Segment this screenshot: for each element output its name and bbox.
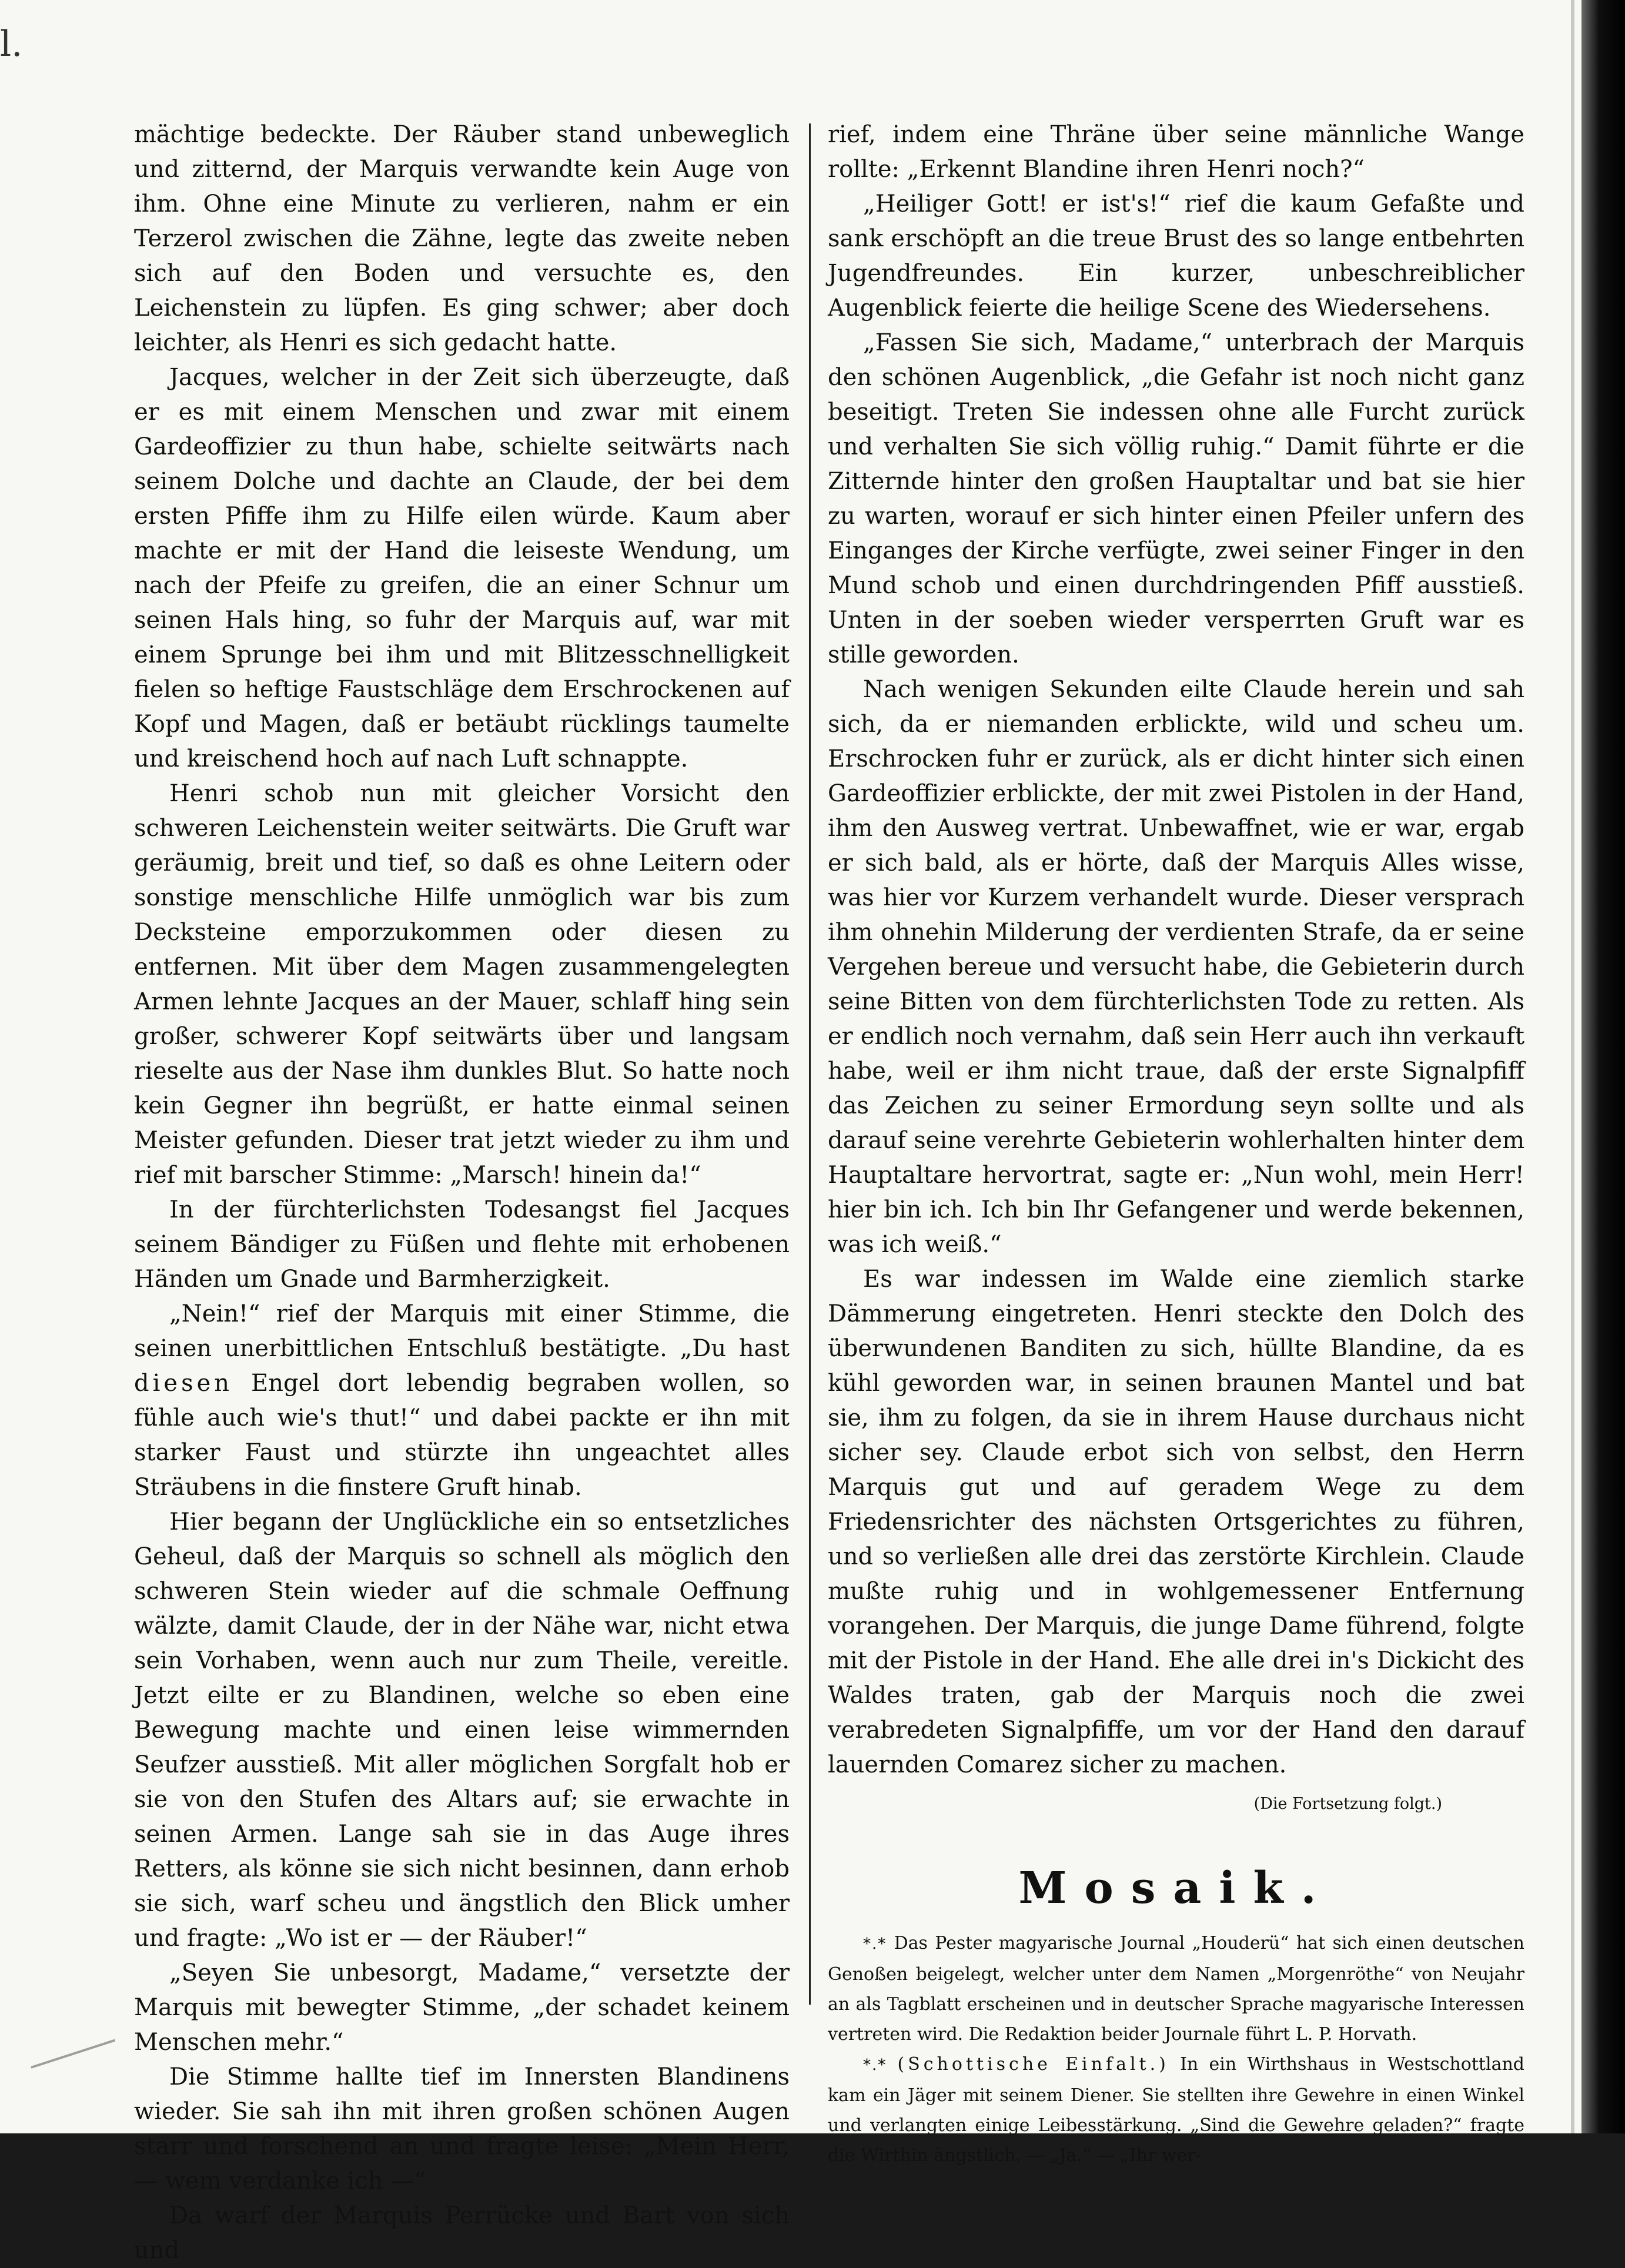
paragraph: In der fürchterlichsten Todesangst fiel Jacques seinem Bändiger zu Füßen und flehte mit erhobenen Händen um Gnade und Barmherzigkeit. (134, 1196, 790, 1293)
mosaik-item-text: Das Pester magyarische Journal „Houderü“ hat sich einen deutschen Genoßen beigelegt, welcher unter dem Namen „Morgenröthe“ von Neujahr an als Tagblatt erscheinen und in deutscher Sprache magyarische Interessen vertreten wird. Die Redaktion beider Journale führt L. P. Horvath. (828, 1933, 1524, 2045)
right-column (828, 118, 1524, 2170)
paragraph: rief, indem eine Thräne über seine männliche Wange rollte: „Erkennt Blandine ihren Henri noch?“ (828, 121, 1524, 183)
paragraph: Hier begann der Unglückliche ein so entsetzliches Geheul, daß der Marquis so schnell als möglich den schweren Stein wieder auf die schmale Oeffnung wälzte, damit Claude, der in der Nähe war, nicht etwa sein Vorhaben, wenn auch nur zum Theile, vereitle. Jetzt eilte er zu Blandinen, welche so eben eine Bewegung machte und einen leise wimmernden Seufzer ausstieß. Mit aller möglichen Sorgfalt hob er sie von den Stufen des Altars auf; sie erwachte in seinen Armen. Lange sah sie in das Auge ihres Retters, als könne sie sich nicht besinnen, dann erhob sie sich, warf scheu und ängstlich den Blick umher und fragte: „Wo ist er — der Räuber!“ (134, 1508, 790, 1952)
column-divider (809, 123, 811, 2005)
paragraph: Jacques, welcher in der Zeit sich überzeugte, daß er es mit einem Menschen und zwar mit einem Gardeoffizier zu thun habe, schielte seitwärts nach seinem Dolche und dachte an Claude, der bei dem ersten Pfiffe ihm zu Hilfe eilen würde. Kaum aber machte er mit der Hand die leiseste Wendung, um nach der Pfeife zu greifen, die an einer Schnur um seinen Hals hing, so fuhr der Marquis auf, war mit einem Sprunge bei ihm und mit Blitzesschnelligkeit fielen so heftige Faustschläge dem Erschrockenen auf Kopf und Magen, daß er betäubt rücklings taumelte und kreischend hoch auf nach Luft schnappte. (134, 364, 790, 772)
mosaik-item-heading: (Schottische Einfalt.) (897, 2054, 1169, 2075)
mosaik-item-text: In ein Wirthshaus in Westschottland kam ein Jäger mit seinem Diener. Sie stellten ihre Gewehre in einen Winkel und verlangten einige Leibesstärkung. „Sind die Gewehre geladen?“ fragte die Wirthin ängstlich. — „Ja.“ — „Ihr wer- (828, 2054, 1524, 2166)
paragraph: „Seyen Sie unbesorgt, Madame,“ versetzte der Marquis mit bewegter Stimme, „der schadet keinem Menschen mehr.“ (134, 1959, 790, 2056)
mosaik-item (828, 1928, 1524, 2049)
print-smudge (31, 2039, 128, 2108)
mosaik-section (828, 1928, 1524, 2170)
paragraph (134, 1297, 790, 1505)
mosaik-item (828, 2049, 1524, 2170)
paragraph: Henri schob nun mit gleicher Vorsicht den schweren Leichenstein weiter seitwärts. Die Gruft war geräumig, breit und tief, so daß es ohne Leitern oder sonstige menschliche Hilfe unmöglich war bis zum Decksteine emporzukommen oder diesen zu entfernen. Mit über dem Magen zusammengelegten Armen lehnte Jacques an der Mauer, schlaff hing sein großer, schwerer Kopf seitwärts über und langsam rieselte aus der Nase ihm dunkles Blut. So hatte noch kein Gegner ihn begrüßt, er hatte einmal seinen Meister gefunden. Dieser trat jetzt wieder zu ihm und rief mit barscher Stimme: „Marsch! hinein da!“ (134, 780, 790, 1189)
paragraph: „Heiliger Gott! er ist's!“ rief die kaum Gefaßte und sank erschöpft an die treue Brust des so lange entbehrten Jugendfreundes. Ein kurzer, unbeschreiblicher Augenblick feierte die heilige Scene des Wiedersehens. (828, 190, 1524, 322)
paragraph-part: „Nein!“ rief der Marquis mit einer Stimme, die seinen unerbittlichen Entschluß bestätigte. „Du hast (134, 1300, 790, 1362)
scan-shadow (1581, 0, 1625, 2133)
paragraph: „Fassen Sie sich, Madame,“ unterbrach der Marquis den schönen Augenblick, „die Gefahr ist noch nicht ganz beseitigt. Treten Sie indessen ohne alle Furcht zurück und verhalten Sie sich völlig ruhig.“ Damit führte er die Zitternde hinter den großen Hauptaltar und bat sie hier zu warten, worauf er sich hinter einen Pfeiler unfern des Einganges der Kirche verfügte, zwei seiner Finger in den Mund schob und einen durchdringenden Pfiff ausstieß. Unten in der soeben wieder versperrten Gruft war es stille geworden. (828, 329, 1524, 668)
paragraph: Da warf der Marquis Perrücke und Bart von sich und (134, 2202, 790, 2264)
page-corner-mark: l. (0, 24, 23, 65)
left-column (134, 118, 790, 2268)
page-edge (1571, 0, 1574, 2133)
paragraph: Nach wenigen Sekunden eilte Claude herein und sah sich, da er niemanden erblickte, wild und scheu um. Erschrocken fuhr er zurück, als er dicht hinter sich einen Gardeoffizier erblickte, der mit zwei Pistolen in der Hand, ihm den Ausweg vertrat. Unbewaffnet, wie er war, ergab er sich bald, als er hörte, daß der Marquis Alles wisse, was hier vor Kurzem verhandelt wurde. Dieser versprach ihm ohnehin Milderung der verdienten Strafe, da er seine Vergehen bereue und versucht habe, die Gebieterin durch seine Bitten von dem fürchterlichsten Tode zu retten. Als er endlich noch vernahm, daß sein Herr auch ihn verkauft habe, weil er ihm nicht traue, daß der erste Signalpfiff das Zeichen zu seiner Ermordung seyn sollte und als darauf seine verehrte Gebieterin wohlerhalten hinter dem Hauptaltare hervortrat, sagte er: „Nun wohl, mein Herr! hier bin ich. Ich bin Ihr Gefangener und werde bekennen, was ich weiß.“ (828, 676, 1524, 1258)
paragraph: Es war indessen im Walde eine ziemlich starke Dämmerung eingetreten. Henri steckte den Dolch des überwundenen Banditen zu sich, hüllte Blandine, da es kühl geworden war, in seinen braunen Mantel und bat sie, ihm zu folgen, da sie in ihrem Hause durchaus nicht sicher sey. Claude erbot sich von selbst, den Herrn Marquis gut und auf geradem Wege zu dem Friedensrichter des nächsten Ortsgerichtes zu führen, und so verließen alle drei das zerstörte Kirchlein. Claude mußte ruhig und in wohlgemessener Entfernung vorangehen. Der Marquis, die junge Dame führend, folgte mit der Pistole in der Hand. Ehe alle drei in's Dickicht des Waldes traten, gab der Marquis noch die zwei verabredeten Signalpfiffe, um vor der Hand den darauf lauernden Comarez sicher zu machen. (828, 1266, 1524, 1778)
section-title: Mosaik. (1018, 1863, 1334, 1914)
asterism-icon: *.* (863, 2056, 887, 2074)
asterism-icon: *.* (863, 1935, 887, 1953)
paragraph: mächtige bedeckte. Der Räuber stand unbeweglich und zitternd, der Marquis verwandte kein Auge von ihm. Ohne eine Minute zu verlieren, nahm er ein Terzerol zwischen die Zähne, legte das zweite neben sich auf den Boden und versuchte es, den Leichenstein zu lüpfen. Es ging schwer; aber doch leichter, als Henri es sich gedacht hatte. (134, 121, 790, 356)
continuation-note: (Die Fortsetzung folgt.) (1253, 1795, 1442, 1813)
paragraph-part: Engel dort lebendig begraben wollen, so fühle auch wie's thut!“ und dabei packte er ihn mit starker Faust und stürzte ihn ungeachtet alles Sträubens in die finstere Gruft hinab. (134, 1370, 790, 1501)
paragraph: Die Stimme hallte tief im Innersten Blandinens wieder. Sie sah ihn mit ihren großen schönen Augen starr und forschend an und fragte leise: „Mein Herr, — wem verdanke ich —“ (134, 2063, 790, 2195)
emphasized-word: diesen (134, 1370, 233, 1397)
